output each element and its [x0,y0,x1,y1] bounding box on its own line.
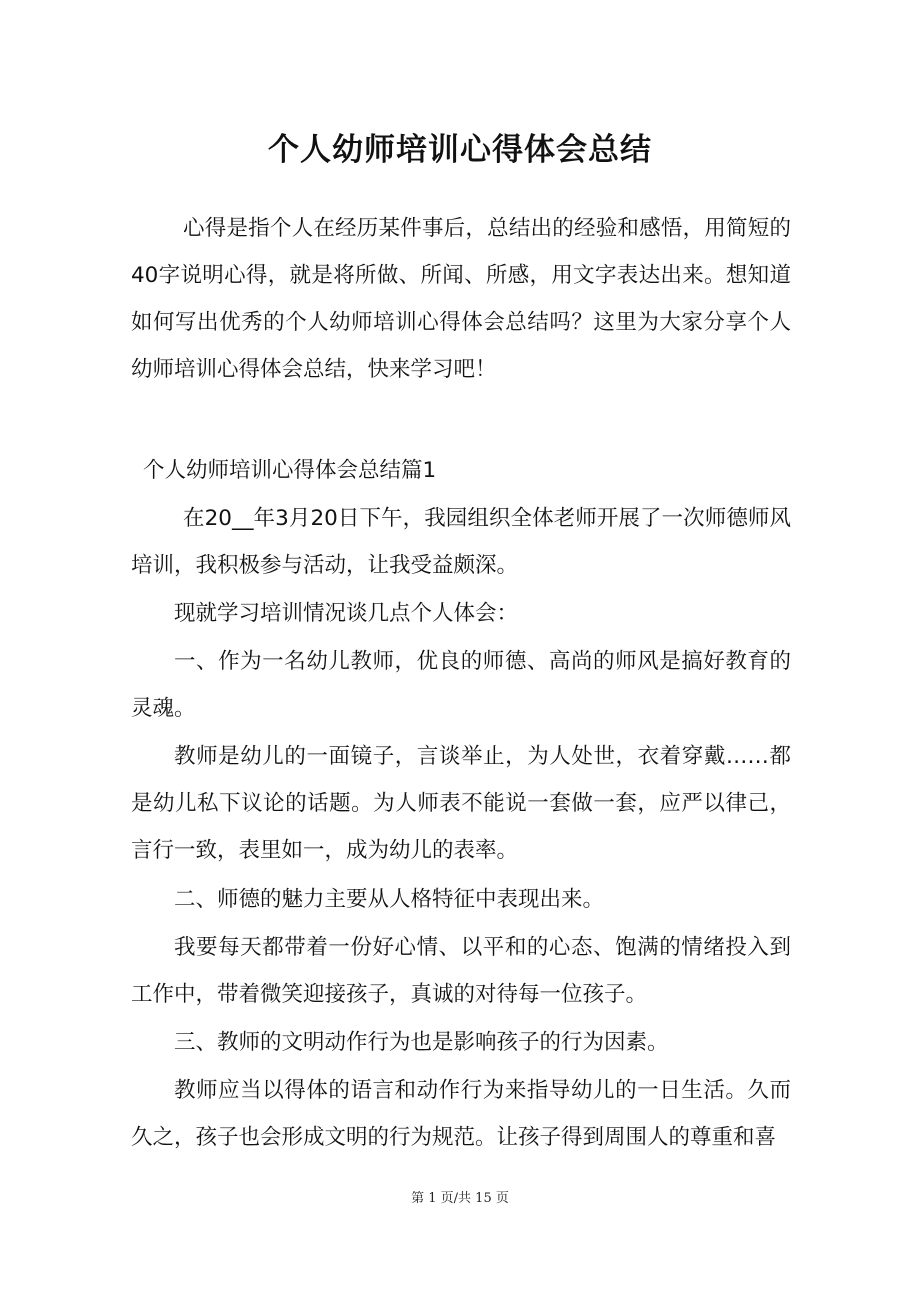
body-paragraph-5: 二、师德的魅力主要从人格特征中表现出来。 [174,887,605,912]
document-title: 个人幼师培训心得体会总结 [268,132,652,168]
body-paragraph-6: 我要每天都带着一份好心情、以平和的心态、饱满的情绪投入到工作中，带着微笑迎接孩子，真诚的对待每一位孩子。 [131,935,791,1007]
body-paragraph-1: 在20__年3月20日下午，我园组织全体老师开展了一次师德师风培训，我积极参与活动，让我受益颇深。 [131,506,791,578]
page-footer: 第 1 页/共 15 页 [411,1191,509,1206]
body-paragraph-7: 三、教师的文明动作行为也是影响孩子的行为因素。 [174,1030,669,1055]
section-heading: 个人幼师培训心得体会总结篇1 [143,458,437,483]
body-paragraph-8: 教师应当以得体的语言和动作行为来指导幼儿的一日生活。久而久之，孩子也会形成文明的行为规范。让孩子得到周围人的尊重和喜 [131,1078,791,1150]
body-paragraph-2: 现就学习培训情况谈几点个人体会： [174,601,519,626]
body-paragraph-4: 教师是幼儿的一面镜子，言谈举止，为人处世，衣着穿戴……都是幼儿私下议论的话题。为人师表不能说一套做一套，应严以律己，言行一致，表里如一，成为幼儿的表率。 [131,744,791,863]
body-paragraph-3: 一、作为一名幼儿教师，优良的师德、高尚的师风是搞好教育的灵魂。 [131,649,791,721]
intro-paragraph: 心得是指个人在经历某件事后，总结出的经验和感悟，用简短的40字说明心得，就是将所做、所闻、所感，用文字表达出来。想知道如何写出优秀的个人幼师培训心得体会总结吗？这里为大家分享个人幼师培训心得体会总结，快来学习吧！ [131,216,791,382]
